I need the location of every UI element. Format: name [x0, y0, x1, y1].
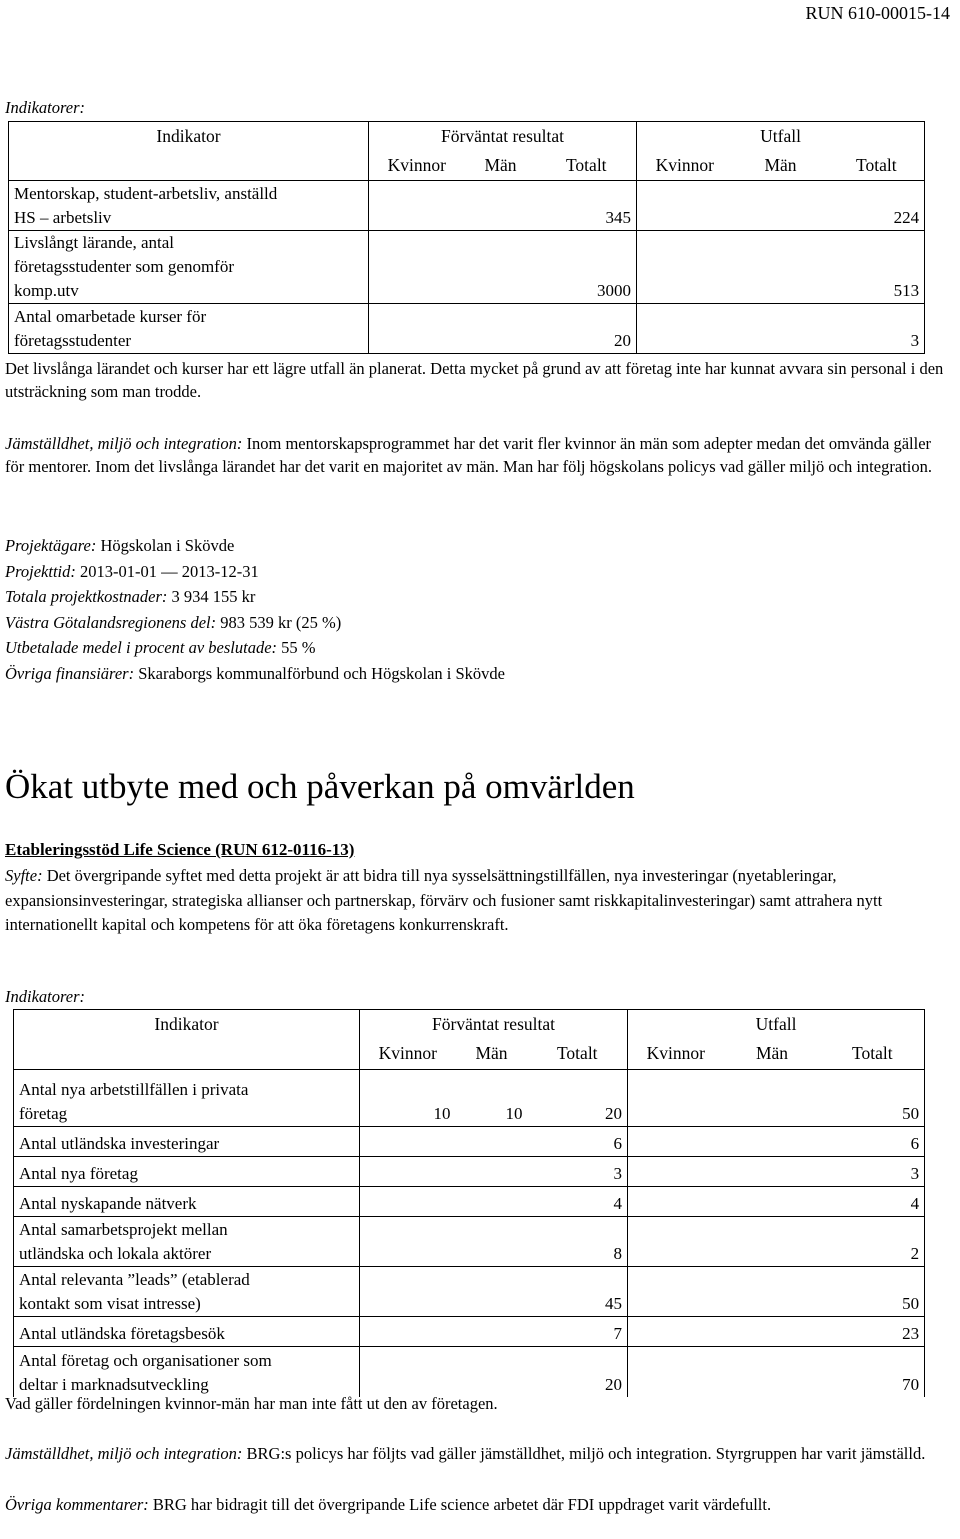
- table-row: Antal företag och organisationer som deltar i marknadsutveckling 20 70: [14, 1347, 925, 1397]
- project-facts: Projektägare: Högskolan i Skövde Projekttid: 2013-01-01 — 2013-12-31 Totala projektkostnader: 3 934 155 kr Västra Götalandsregionens del: 983 539 kr (25 %) Utbetalade medel i procent av beslutade: 55 % Övriga finansiärer: Skaraborgs kommunalförbund och Högskolan i Skövde: [5, 536, 505, 683]
- indicator-table-1: [8, 121, 925, 354]
- sub-kvinnor: Kvinnor: [360, 1038, 456, 1070]
- sub-man: Män: [456, 1038, 528, 1070]
- table-row: Antal utländska företagsbesök 7 23: [14, 1317, 925, 1347]
- table-row: Mentorskap, student-arbetsliv, anställd HS – arbetsliv 345 224: [9, 181, 925, 231]
- table-row: Antal utländska investeringar 6 6: [14, 1127, 925, 1157]
- table-row: Antal nya arbetstillfällen i privata företag 10 10 20 50: [14, 1070, 925, 1127]
- equality-paragraph: Jämställdhet, miljö och integration: BRG:s policys har följts vad gäller jämställdhet, miljö och integration. Styrgruppen har varit jämställd.: [5, 1444, 926, 1463]
- col-expected: Förväntat resultat: [360, 1010, 628, 1038]
- project-title: Etableringsstöd Life Science (RUN 612-0116-13): [5, 840, 355, 859]
- sub-kvinnor: Kvinnor: [628, 1038, 724, 1070]
- sub-kvinnor: Kvinnor: [637, 150, 733, 181]
- table-row: Antal omarbetade kurser för företagsstudenter 20 3: [9, 304, 925, 354]
- section-heading: Ökat utbyte med och påverkan på omvärlden: [5, 767, 635, 806]
- run-number: RUN 610-00015-14: [805, 3, 950, 23]
- sub-totalt: Totalt: [829, 150, 925, 181]
- col-indikator: Indikator: [14, 1010, 360, 1038]
- sub-kvinnor: Kvinnor: [369, 150, 465, 181]
- indicators-label: Indikatorer:: [5, 987, 86, 1006]
- table-row: Antal samarbetsprojekt mellan utländska och lokala aktörer 8 2: [14, 1217, 925, 1267]
- table-row: Antal nyskapande nätverk 4 4: [14, 1187, 925, 1217]
- col-indikator: Indikator: [9, 122, 369, 150]
- indicators-label: Indikatorer:: [5, 98, 86, 117]
- comments-paragraph: Övriga kommentarer: BRG har bidragit till det övergripande Life science arbetet där FDI uppdraget varit värdefullt.: [5, 1495, 772, 1514]
- distribution-note: Vad gäller fördelningen kvinnor-män har man inte fått ut den av företagen.: [5, 1394, 498, 1413]
- table-row: Livslångt lärande, antal företagsstudenter som genomför komp.utv 3000 513: [9, 231, 925, 304]
- col-outcome: Utfall: [628, 1010, 925, 1038]
- purpose-paragraph: Syfte: Det övergripande syftet med detta projekt är att bidra till nya sysselsättningstillfällen, nya investeringar (nyetableringar, expansionsinvesteringar, strategiska allianser och partnerskap, förvärv och fusioner samt riskkapitalinvesteringar) samt attrahera nytt internationellt kapital och kompetens för att öka företagens konkurrenskraft.: [5, 866, 883, 934]
- sub-man: Män: [724, 1038, 821, 1070]
- equality-paragraph: Jämställdhet, miljö och integration: Inom mentorskapsprogrammet har det varit fler kvinnor än män som adepter medan det omvända gäller för mentorer. Inom det livslånga lärandet har det varit en majoritet av män. Man har följ högskolans policys vad gäller miljö och integration.: [5, 434, 932, 476]
- table-row: Antal nya företag 3 3: [14, 1157, 925, 1187]
- sub-man: Män: [465, 150, 537, 181]
- sub-totalt: Totalt: [528, 1038, 628, 1070]
- equality-label: Jämställdhet, miljö och integration:: [5, 434, 243, 453]
- indicator-table-2: [13, 1009, 925, 1397]
- col-outcome: Utfall: [637, 122, 925, 150]
- sub-totalt: Totalt: [821, 1038, 925, 1070]
- outcome-note: Det livslånga lärandet och kurser har ett lägre utfall än planerat. Detta mycket på grund av att företag inte har kunnat avvara sin personal i den utsträckning som man trodde.: [5, 359, 944, 401]
- sub-totalt: Totalt: [537, 150, 637, 181]
- sub-man: Män: [733, 150, 829, 181]
- table-row: Antal relevanta ”leads” (etablerad kontakt som visat intresse) 45 50: [14, 1267, 925, 1317]
- col-expected: Förväntat resultat: [369, 122, 637, 150]
